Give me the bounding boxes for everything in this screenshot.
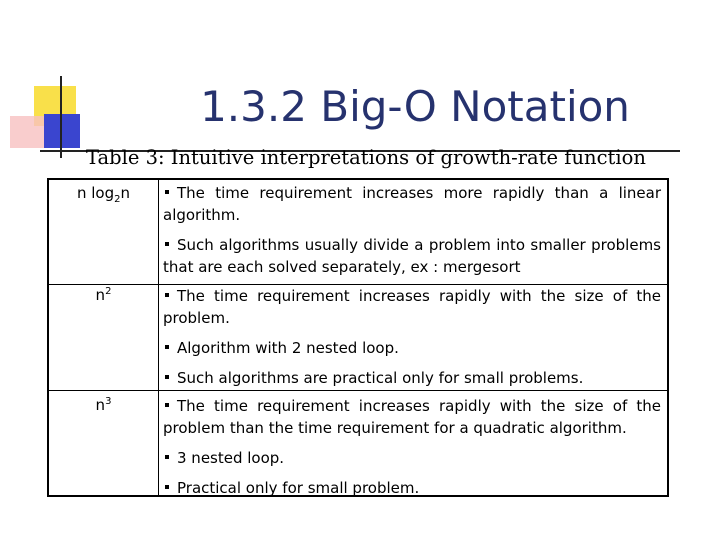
table-caption: Table 3: Intuitive interpretations of growth-rate function bbox=[86, 146, 646, 169]
list-item bbox=[163, 182, 661, 226]
function-exponent: 3 bbox=[105, 396, 112, 407]
list-item bbox=[163, 337, 661, 359]
decor-blue-square bbox=[44, 114, 80, 148]
bullet-icon bbox=[165, 485, 169, 489]
function-exponent: 2 bbox=[105, 286, 112, 297]
list-item bbox=[163, 395, 661, 439]
function-cell-nlogn bbox=[49, 184, 158, 205]
bullet-icon bbox=[165, 345, 169, 349]
function-base: n log bbox=[76, 184, 115, 202]
function-cell-n-squared bbox=[49, 286, 158, 304]
bullet-icon bbox=[165, 375, 169, 379]
function-subscript: 2 bbox=[114, 194, 121, 205]
bullet-text: The time requirement increases rapidly with the size of the problem. bbox=[163, 287, 661, 327]
bullet-icon bbox=[165, 242, 169, 246]
bullet-icon bbox=[165, 403, 169, 407]
bullet-text: The time requirement increases more rapidly than a linear algorithm. bbox=[163, 184, 661, 224]
bullet-icon bbox=[165, 190, 169, 194]
list-item bbox=[163, 367, 661, 389]
list-item bbox=[163, 234, 661, 278]
table-column-divider bbox=[158, 180, 159, 495]
list-item bbox=[163, 477, 661, 499]
bullet-icon bbox=[165, 455, 169, 459]
bullet-text: 3 nested loop. bbox=[177, 449, 285, 467]
bullet-text: Such algorithms are practical only for small problems. bbox=[177, 369, 584, 387]
slide-title: 1.3.2 Big-O Notation bbox=[200, 82, 630, 131]
growth-rate-table bbox=[47, 178, 669, 497]
bullet-text: The time requirement increases rapidly with the size of the problem than the time requirement for a quadratic algorithm. bbox=[163, 397, 661, 437]
function-base: n bbox=[95, 286, 106, 304]
bullet-text: Such algorithms usually divide a problem into smaller problems that are each solved separately, ex : mergesort bbox=[163, 236, 661, 276]
list-item bbox=[163, 285, 661, 329]
table-row-divider bbox=[49, 390, 667, 391]
bullet-text: Practical only for small problem. bbox=[177, 479, 420, 497]
function-base: n bbox=[95, 396, 106, 414]
list-item bbox=[163, 447, 661, 469]
decor-vertical-line bbox=[60, 76, 62, 158]
function-cell-n-cubed bbox=[49, 396, 158, 414]
bullet-text: Algorithm with 2 nested loop. bbox=[177, 339, 399, 357]
function-tail: n bbox=[120, 184, 131, 202]
bullet-icon bbox=[165, 293, 169, 297]
